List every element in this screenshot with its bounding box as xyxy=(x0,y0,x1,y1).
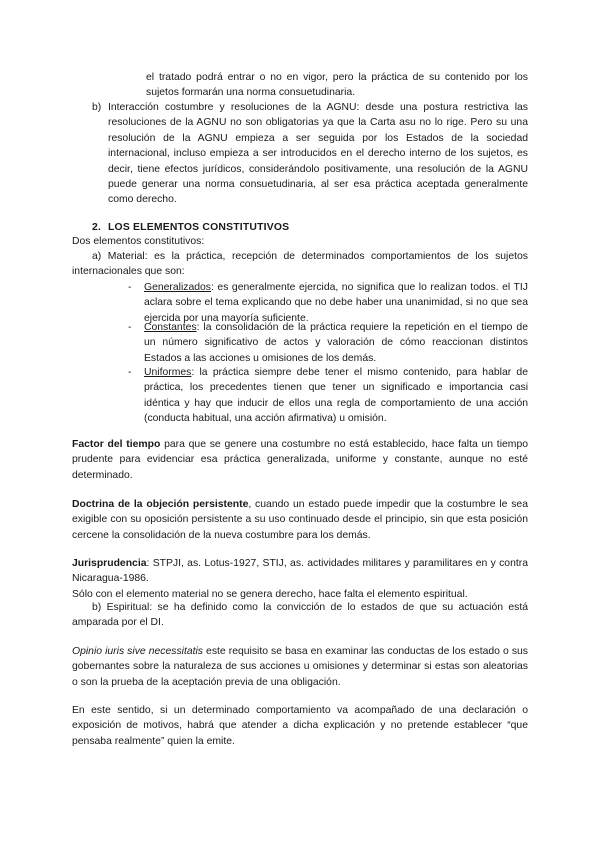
jurisprudencia-term: Jurisprudencia xyxy=(72,558,147,569)
objecion-text: , cuando un estado puede impedir que la costumbre le sea exigible con su oposición persistente a su uso continuado desde el principio, sin que esta posición cercene la consolidación de la nueva costumbre para los demás. xyxy=(72,499,528,541)
final-paragraph: En este sentido, si un determinado comportamiento va acompañado de una declaración o exposición de motivos, habrá que atender a dicha explicación y no pretende establecer “que pensaba realmente” quien la emite. xyxy=(72,705,528,747)
bullet-text: : es generalmente ejercida, no significa que lo realizan todos. el TIJ aclara sobre el tema explicando que no debe haber una unanimidad, si no que sea ejercida por una mayoría suficiente. xyxy=(144,282,528,324)
espiritual-paragraph xyxy=(72,600,528,631)
bullet-text: : la consolidación de la práctica requiere la repetición en el tiempo de un número significativo de actos y valoración de cómo reaccionan distintos Estados a las acciones u omisiones de los demás. xyxy=(144,322,528,364)
agnu-paragraph: Interacción costumbre y resoluciones de la AGNU: desde una postura restrictiva las resoluciones de la AGNU no son obligatorias ya que la Carta asu no lo rige. Pero su una resolución de la AGNU empieza a ser seguida por los Estados de la sociedad internacional, incluso empieza a ser introducidos en el derecho interno de los sujetos, es decir, tiene efectos jurídicos, considerándolo positivamente, una resolución de la AGNU puede generar una norma consuetudinaria, al ser esa práctica aceptada generalmente como derecho. xyxy=(108,102,528,206)
objecion-term: Doctrina de la objeción persistente xyxy=(72,499,249,510)
factor-tiempo-text: para que se genere una costumbre no está establecido, hace falta un tiempo prudente para evidenciar esa práctica generalizada, uniforme y constante, aunque no esté determinado. xyxy=(72,439,528,481)
list-marker: b) xyxy=(92,102,102,113)
bullet-dash: - xyxy=(128,367,132,378)
jurisprudencia-text: : STPJI, as. Lotus-1927, STIJ, as. actividades militares y paramilitares en y contra Nicaragua-1986. xyxy=(72,558,528,585)
opinio-paragraph xyxy=(72,644,528,690)
jurisprudencia-paragraph xyxy=(72,556,528,587)
objecion-paragraph xyxy=(72,497,528,543)
list-item-b-espiritual xyxy=(72,600,528,631)
opinio-text: este requisito se basa en examinar las conductas de los estado o sus gobernantes sobre la naturaleza de sus acciones u omisiones y determinar si estas son aleatorias o son la prueba de la aceptación previa de una obligación. xyxy=(72,646,528,688)
list-item-a-material xyxy=(72,249,528,280)
jurisprudencia-line-2: Sólo con el elemento material no se genera derecho, hace falta el elemento espiritual. xyxy=(72,588,468,600)
list-item-b-agnu xyxy=(92,100,528,208)
list-marker: a) xyxy=(92,251,102,262)
espiritual-text: Espiritual: se ha definido como la convicción de lo estados de que su actuación está amparada por el DI. xyxy=(72,602,528,629)
section-intro: Dos elementos constitutivos: xyxy=(72,236,205,247)
bullet-text: : la práctica siempre debe tener el mismo contenido, para hablar de práctica, los precedentes tienen que tener un significado e importancia casi idéntica y hay que inducir de ellos una regla de comportamiento de una acción (conducta habitual, una acción afirmativa) u omisión. xyxy=(144,367,528,425)
factor-tiempo-term: Factor del tiempo xyxy=(72,439,161,450)
continuation-block xyxy=(146,70,528,101)
bullet-term: Constantes xyxy=(144,322,197,333)
section-number: 2. xyxy=(92,222,102,233)
bullet-constantes xyxy=(128,320,528,366)
section-title: LOS ELEMENTOS CONSTITUTIVOS xyxy=(108,222,290,233)
opinio-term: Opinio iuris sive necessitatis xyxy=(72,646,203,657)
continuation-line-1: el tratado podrá entrar o no en vigor, pero la práctica de su contenido por los xyxy=(146,72,528,83)
bullet-term: Uniformes xyxy=(144,367,192,378)
factor-tiempo-paragraph xyxy=(72,437,528,483)
bullet-paragraph xyxy=(144,320,528,366)
bullet-paragraph xyxy=(144,365,528,427)
material-paragraph xyxy=(72,249,528,280)
bullet-term: Generalizados xyxy=(144,282,212,293)
jurisprudencia-block xyxy=(72,556,528,602)
material-text: Material: es la práctica, recepción de determinados comportamientos de los sujetos internacionales que son: xyxy=(72,251,528,278)
bullet-dash: - xyxy=(128,282,132,293)
continuation-line-2: sujetos formarán una norma consuetudinaria. xyxy=(146,87,356,99)
bullet-dash: - xyxy=(128,322,132,333)
bullet-uniformes xyxy=(128,365,528,427)
list-marker: b) xyxy=(92,602,102,613)
